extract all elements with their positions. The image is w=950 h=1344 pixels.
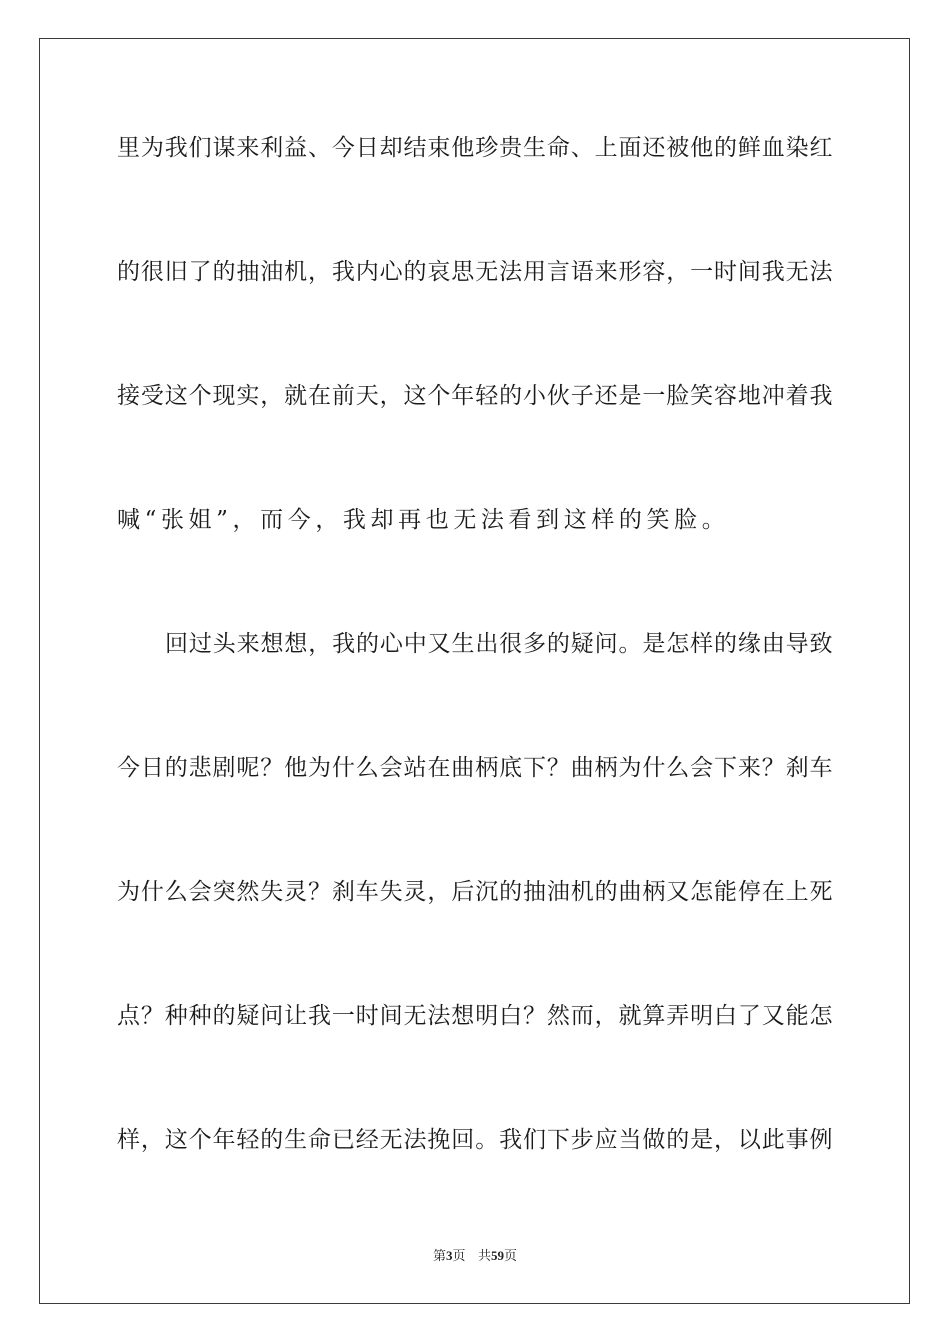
body-line-8: 点？种种的疑问让我一时间无法想明白？然而，就算弄明白了又能怎 (117, 1003, 833, 1029)
body-line-4: 喊“张姐”，而今，我却再也无法看到这样的笑脸。 (117, 507, 730, 533)
body-line-7: 为什么会突然失灵？刹车失灵，后沉的抽油机的曲柄又怎能停在上死 (117, 879, 833, 905)
body-line-3: 接受这个现实，就在前天，这个年轻的小伙子还是一脸笑容地冲着我 (117, 383, 833, 409)
total-prefix: 共 (477, 1249, 491, 1264)
total-suffix: 页 (503, 1249, 517, 1264)
current-page-number: 3 (446, 1248, 453, 1263)
total-pages-number: 59 (490, 1248, 504, 1263)
body-line-1: 里为我们谋来利益、今日却结束他珍贵生命、上面还被他的鲜血染红 (117, 135, 833, 161)
body-line-6: 今日的悲剧呢？他为什么会站在曲柄底下？曲柄为什么会下来？刹车 (117, 755, 833, 781)
page-border (39, 38, 910, 1304)
body-line-2: 的很旧了的抽油机，我内心的哀思无法用言语来形容，一时间我无法 (117, 259, 833, 285)
page-suffix: 页 (452, 1249, 466, 1264)
body-line-9: 样，这个年轻的生命已经无法挽回。我们下步应当做的是，以此事例 (117, 1127, 833, 1153)
paragraph-start-line: 回过头来想想，我的心中又生出很多的疑问。是怎样的缘由导致 (165, 631, 833, 657)
page-footer (0, 1246, 950, 1267)
page-prefix: 第 (433, 1249, 447, 1264)
